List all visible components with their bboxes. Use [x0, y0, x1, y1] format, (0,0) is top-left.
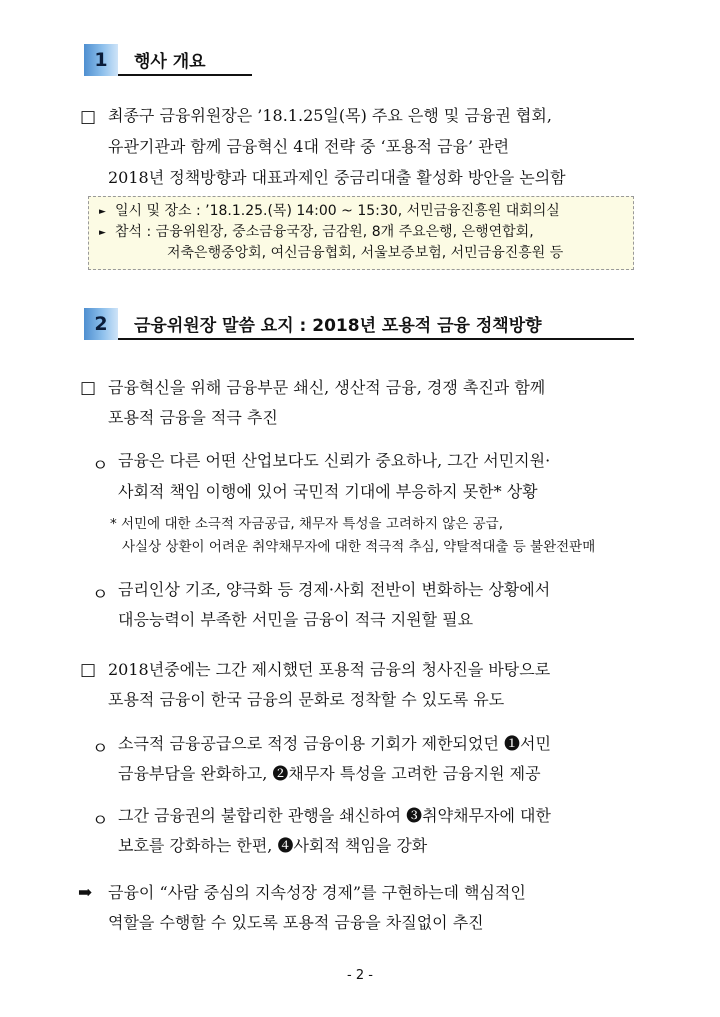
p2-line-2: 사회적 책임 이행에 있어 국민적 기대에 부응하지 못한* 상황 — [118, 482, 538, 501]
p3-line-2: 대응능력이 부족한 서민을 금융이 적극 지원할 필요 — [118, 610, 474, 629]
section-number: 1 — [84, 44, 118, 76]
info-row-attendees — [99, 222, 633, 243]
section-number: 2 — [84, 308, 118, 340]
overview-line-3: 2018년 정책방향과 대표과제인 중금리대출 활성화 방안을 논의함 — [108, 168, 566, 187]
triangle-bullet-icon: ► — [99, 207, 106, 217]
footnote-line-2: 사실상 상환이 어려운 취약채무자에 대한 적극적 추심, 약탈적대출 등 불완전판매 — [122, 539, 596, 555]
box-marker: □ — [80, 660, 97, 680]
arrow-right-icon: ➡ — [78, 883, 93, 903]
info-datetime-text: 일시 및 장소 : ’18.1.25.(목) 14:00 ~ 15:30, 서민금융진흥원 대회의실 — [115, 203, 560, 219]
section-2-header — [84, 308, 634, 340]
info-row-attendees-cont — [99, 243, 633, 264]
circle-marker: ㅇ — [92, 739, 109, 759]
info-attendees-text: 참석 : 금융위원장, 중소금융국장, 금감원, 8개 주요은행, 은행연합회, — [115, 224, 534, 240]
p2-line-1: 금융은 다른 어떤 산업보다도 신뢰가 중요하나, 그간 서민지원· — [118, 451, 551, 470]
p4-line-1: 2018년중에는 그간 제시했던 포용적 금융의 청사진을 바탕으로 — [108, 660, 551, 679]
section-1-header — [84, 44, 252, 76]
p5-line-1: 소극적 금융공급으로 적정 금융이용 기회가 제한되었던 ❶서민 — [118, 734, 551, 753]
p4-line-2: 포용적 금융이 한국 금융의 문화로 정착할 수 있도록 유도 — [108, 690, 505, 709]
overview-line-1: 최종구 금융위원장은 ’18.1.25일(목) 주요 은행 및 금융권 협회, — [108, 106, 552, 125]
p7-line-1: 금융이 “사람 중심의 지속성장 경제”를 구현하는데 핵심적인 — [108, 883, 526, 902]
circle-marker: ㅇ — [92, 456, 109, 476]
page-number: - 2 - — [347, 968, 373, 983]
section-title: 금융위원장 말씀 요지 : 2018년 포용적 금융 정책방향 — [118, 308, 634, 340]
event-info-box — [88, 196, 634, 270]
overview-line-2: 유관기관과 함께 금융혁신 4대 전략 중 ‘포용적 금융’ 관련 — [108, 137, 510, 156]
p3-line-1: 금리인상 기조, 양극화 등 경제·사회 전반이 변화하는 상황에서 — [118, 580, 551, 599]
info-attendees-text-2: 저축은행중앙회, 여신금융협회, 서울보증보험, 서민금융진흥원 등 — [167, 245, 564, 261]
p1-line-1: 금융혁신을 위해 금융부문 쇄신, 생산적 금융, 경쟁 촉진과 함께 — [108, 378, 546, 397]
circle-marker: ㅇ — [92, 811, 109, 831]
box-marker: □ — [80, 378, 97, 398]
box-marker: □ — [80, 107, 97, 127]
p6-line-2: 보호를 강화하는 한편, ❹사회적 책임을 강화 — [118, 836, 428, 855]
p7-line-2: 역할을 수행할 수 있도록 포용적 금융을 차질없이 추진 — [108, 913, 484, 932]
p5-line-2: 금융부담을 완화하고, ❷채무자 특성을 고려한 금융지원 제공 — [118, 764, 541, 783]
triangle-bullet-icon: ► — [99, 228, 106, 238]
section-title: 행사 개요 — [118, 44, 252, 76]
circle-marker: ㅇ — [92, 585, 109, 605]
footnote-line-1: * 서민에 대한 소극적 자금공급, 채무자 특성을 고려하지 않은 공급, — [110, 516, 504, 532]
info-row-datetime — [99, 201, 633, 222]
p1-line-2: 포용적 금융을 적극 추진 — [108, 408, 278, 427]
p6-line-1: 그간 금융권의 불합리한 관행을 쇄신하여 ❸취약채무자에 대한 — [118, 806, 551, 825]
